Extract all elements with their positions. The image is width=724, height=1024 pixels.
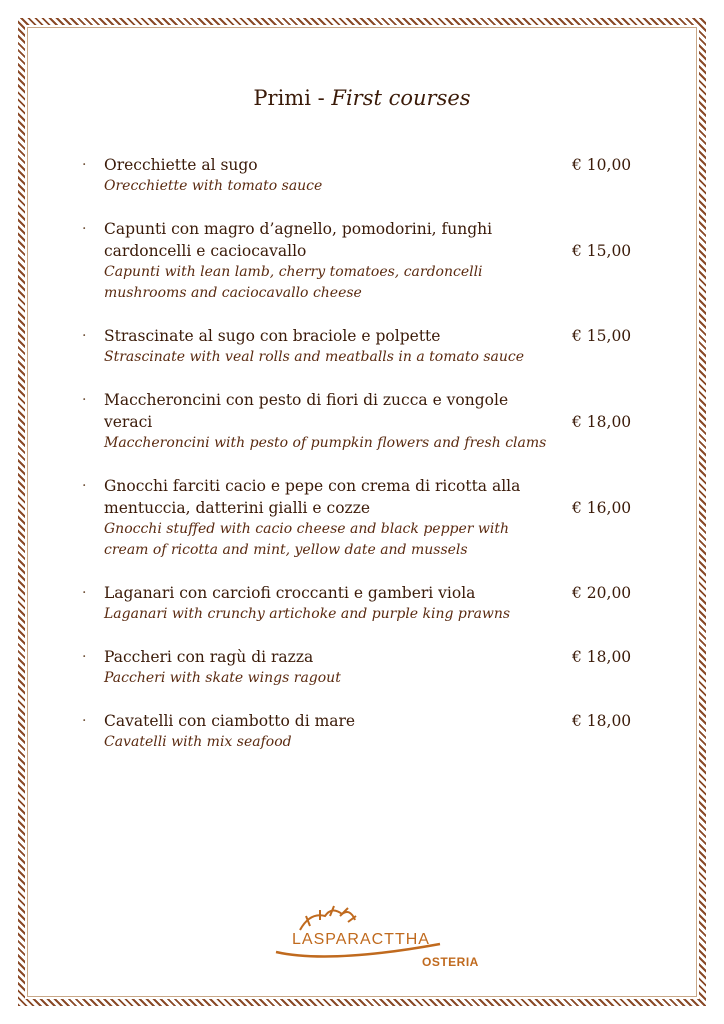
dish-name: Capunti con magro d’agnello, pomodorini, funghi cardoncelli e caciocavallo [104, 220, 493, 260]
bullet: · [82, 157, 87, 173]
dish-description: Laganari with crunchy artichoke and purple king prawns [104, 606, 511, 622]
bullet: · [82, 221, 87, 237]
dish-description: Paccheri with skate wings ragout [104, 670, 341, 686]
dish-price: € 10,00 [572, 156, 632, 174]
title-sub: First courses [331, 86, 471, 110]
dish-description: Cavatelli with mix seafood [104, 734, 292, 750]
dish-price: € 20,00 [572, 584, 632, 602]
menu-item [82, 646, 642, 689]
menu-item [82, 582, 642, 625]
bullet: · [82, 585, 87, 601]
dish-name: Paccheri con ragù di razza [104, 648, 314, 666]
dish-description: Maccheroncini with pesto of pumpkin flowers and fresh clams [104, 435, 547, 451]
dish-name: Gnocchi farciti cacio e pepe con crema di ricotta alla mentuccia, datterini gialli e cozze [104, 477, 521, 517]
menu-item [82, 710, 642, 753]
dish-name: Laganari con carciofi croccanti e gamberi viola [104, 584, 476, 602]
dish-price: € 15,00 [572, 242, 632, 260]
menu-item [82, 389, 642, 454]
logo-text: LASPARACTTHA [292, 931, 430, 948]
dish-price: € 16,00 [572, 499, 632, 517]
dish-price: € 18,00 [572, 648, 632, 666]
menu-item [82, 325, 642, 368]
menu-item [82, 218, 642, 304]
menu-item [82, 154, 642, 197]
dish-description: Orecchiette with tomato sauce [104, 178, 323, 194]
bullet: · [82, 713, 87, 729]
dish-description: Strascinate with veal rolls and meatballs in a tomato sauce [104, 349, 525, 365]
menu-list [82, 154, 642, 774]
dish-name: Cavatelli con ciambotto di mare [104, 712, 356, 730]
bullet: · [82, 649, 87, 665]
bullet: · [82, 328, 87, 344]
page-title [0, 86, 724, 110]
dish-name: Maccheroncini con pesto di fiori di zucca e vongole veraci [104, 391, 509, 431]
logo-subtitle: OSTERIA [422, 955, 479, 969]
dish-price: € 18,00 [572, 413, 632, 431]
dish-price: € 15,00 [572, 327, 632, 345]
dish-name: Strascinate al sugo con braciole e polpette [104, 327, 441, 345]
dish-description: Gnocchi stuffed with cacio cheese and black pepper with cream of ricotta and mint, yellow date and mussels [104, 521, 510, 558]
bullet: · [82, 478, 87, 494]
menu-item [82, 475, 642, 561]
dish-name: Orecchiette al sugo [104, 156, 258, 174]
bullet: · [82, 392, 87, 408]
title-main: Primi - [253, 86, 332, 110]
dish-description: Capunti with lean lamb, cherry tomatoes, cardoncelli mushrooms and caciocavallo cheese [104, 264, 483, 301]
dish-price: € 18,00 [572, 712, 632, 730]
